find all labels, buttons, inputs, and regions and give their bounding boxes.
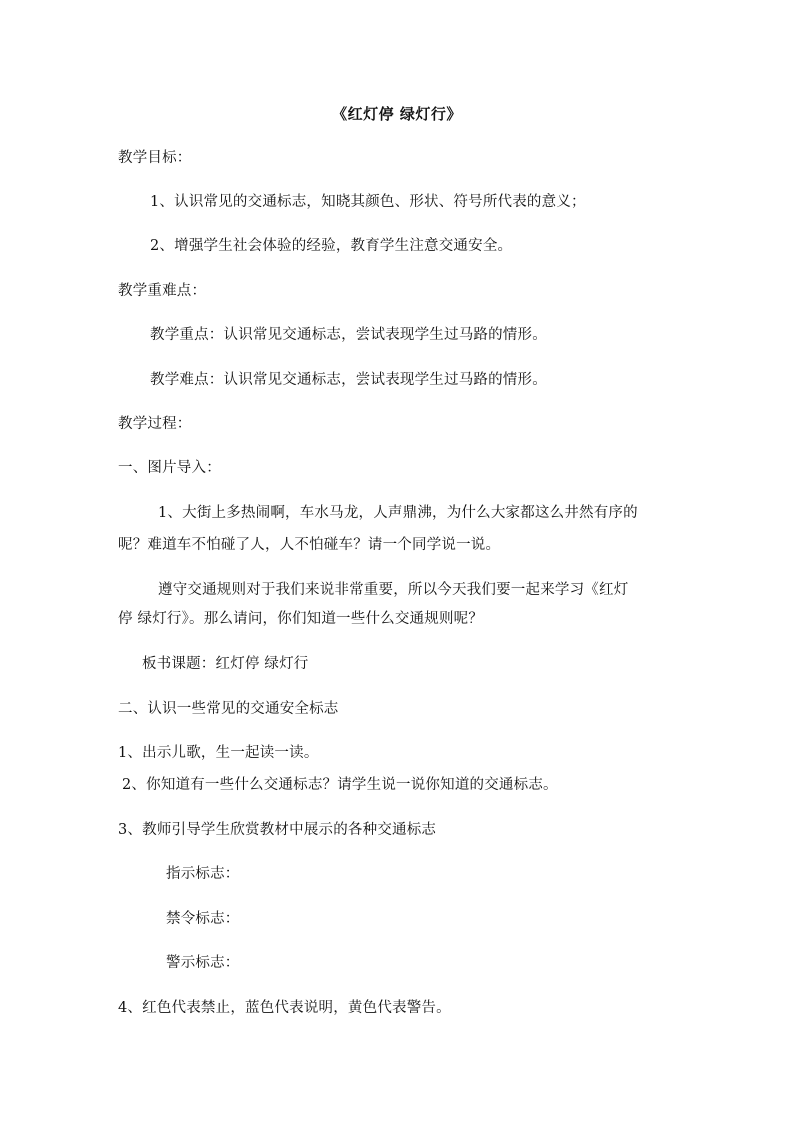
step-4: 4、红色代表禁止，蓝色代表说明，黄色代表警告。	[118, 1000, 451, 1016]
section-1-paragraph-1-line-2: 呢？难道车不怕碰了人，人不怕碰车？请一个同学说一说。	[118, 537, 501, 553]
difficult-point: 教学难点：认识常见交通标志，尝试表现学生过马路的情形。	[150, 372, 547, 388]
sign-warning: 警示标志：	[166, 955, 240, 971]
step-1: 1、出示儿歌，生一起读一读。	[118, 745, 319, 761]
key-difficult-heading: 教学重难点：	[118, 283, 207, 299]
board-title: 板书课题：红灯停 绿灯行	[142, 656, 309, 672]
section-1-heading: 一、图片导入：	[118, 460, 221, 476]
process-heading: 教学过程：	[118, 416, 192, 432]
sign-indicative: 指示标志：	[166, 866, 240, 882]
sign-prohibitory: 禁令标志：	[166, 911, 240, 927]
objective-item-2: 2、增强学生社会体验的经验，教育学生注意交通安全。	[150, 238, 513, 254]
document-title: 《红灯停 绿灯行》	[332, 105, 462, 123]
objectives-heading: 教学目标：	[118, 150, 192, 166]
step-2: 2、你知道有一些什么交通标志？请学生说一说你知道的交通标志。	[122, 777, 558, 793]
section-1-paragraph-2-line-2: 停 绿灯行》。那么请问，你们知道一些什么交通规则呢？	[118, 611, 484, 627]
section-1-paragraph-1-line-1: 1、大街上多热闹啊，车水马龙，人声鼎沸，为什么大家都这么井然有序的	[158, 505, 638, 521]
step-3: 3、教师引导学生欣赏教材中展示的各种交通标志	[118, 822, 437, 838]
objective-item-1: 1、认识常见的交通标志，知晓其颜色、形状、符号所代表的意义；	[150, 194, 586, 210]
key-point: 教学重点：认识常见交通标志，尝试表现学生过马路的情形。	[150, 327, 547, 343]
section-2-heading: 二、认识一些常见的交通安全标志	[118, 701, 339, 717]
section-1-paragraph-2-line-1: 遵守交通规则对于我们来说非常重要，所以今天我们要一起来学习《红灯	[158, 582, 629, 598]
